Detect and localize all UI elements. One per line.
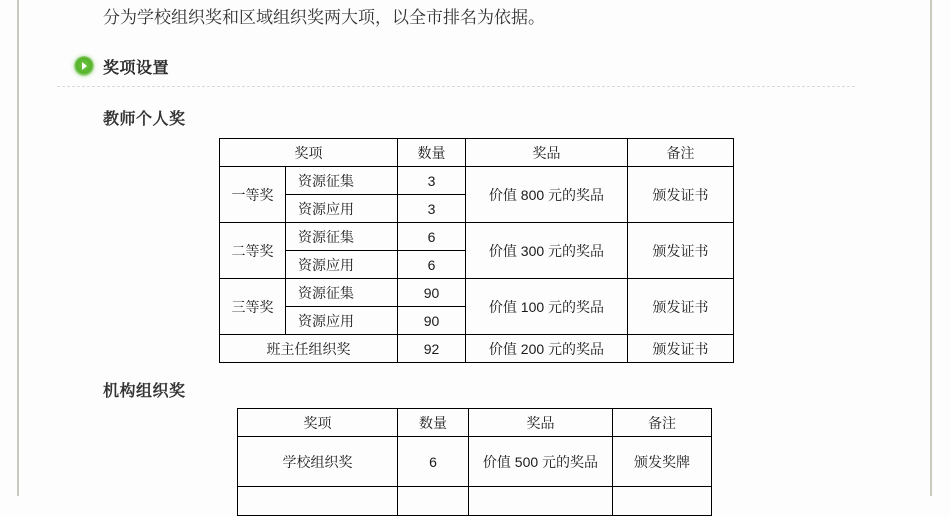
table-row	[220, 223, 734, 251]
award-level-cell: 班主任组织奖	[220, 335, 398, 363]
left-border-line	[17, 0, 19, 496]
empty-cell	[398, 487, 469, 516]
award-level-cell: 学校组织奖	[238, 437, 398, 487]
org-awards-heading: 机构组织奖	[103, 383, 186, 400]
table-row	[220, 279, 734, 307]
quantity-cell: 90	[398, 307, 466, 335]
quantity-cell: 3	[398, 195, 466, 223]
prize-cell: 价值 200 元的奖品	[466, 335, 628, 363]
table-header-row	[238, 409, 712, 437]
prize-cell: 价值 500 元的奖品	[469, 437, 613, 487]
quantity-cell: 3	[398, 167, 466, 195]
quantity-cell: 6	[398, 437, 469, 487]
sub-item-cell: 资源征集	[286, 167, 398, 195]
table-row	[220, 167, 734, 195]
quantity-cell: 90	[398, 279, 466, 307]
empty-cell	[613, 487, 712, 516]
note-cell: 颁发证书	[628, 223, 734, 279]
section-title: 奖项设置	[103, 59, 170, 77]
section-divider	[57, 86, 855, 87]
table-row	[238, 487, 712, 516]
col-header-award: 奖项	[220, 139, 398, 167]
sub-item-cell: 资源应用	[286, 195, 398, 223]
section-header	[74, 54, 169, 78]
org-awards-table	[237, 408, 712, 516]
award-level-cell: 三等奖	[220, 279, 286, 335]
sub-item-cell: 资源应用	[286, 307, 398, 335]
table-row	[238, 437, 712, 487]
sub-item-cell: 资源征集	[286, 279, 398, 307]
award-level-cell: 一等奖	[220, 167, 286, 223]
col-header-quantity: 数量	[398, 409, 469, 437]
teacher-awards-heading: 教师个人奖	[103, 111, 186, 128]
quantity-cell: 6	[398, 223, 466, 251]
table-row	[220, 335, 734, 363]
table-header-row	[220, 139, 734, 167]
note-cell: 颁发奖牌	[613, 437, 712, 487]
note-cell: 颁发证书	[628, 167, 734, 223]
prize-cell: 价值 300 元的奖品	[466, 223, 628, 279]
col-header-quantity: 数量	[398, 139, 466, 167]
right-border-line	[930, 0, 932, 496]
col-header-note: 备注	[613, 409, 712, 437]
green-play-bullet-icon	[74, 56, 94, 76]
empty-cell	[469, 487, 613, 516]
quantity-cell: 92	[398, 335, 466, 363]
note-cell: 颁发证书	[628, 335, 734, 363]
prize-cell: 价值 100 元的奖品	[466, 279, 628, 335]
prize-cell: 价值 800 元的奖品	[466, 167, 628, 223]
col-header-award: 奖项	[238, 409, 398, 437]
note-cell: 颁发证书	[628, 279, 734, 335]
award-level-cell: 二等奖	[220, 223, 286, 279]
sub-item-cell: 资源应用	[286, 251, 398, 279]
col-header-prize: 奖品	[466, 139, 628, 167]
col-header-note: 备注	[628, 139, 734, 167]
sub-item-cell: 资源征集	[286, 223, 398, 251]
intro-paragraph: 分为学校组织奖和区域组织奖两大项，以全市排名为依据。	[103, 8, 545, 27]
empty-cell	[238, 487, 398, 516]
quantity-cell: 6	[398, 251, 466, 279]
col-header-prize: 奖品	[469, 409, 613, 437]
teacher-awards-table	[219, 138, 734, 363]
